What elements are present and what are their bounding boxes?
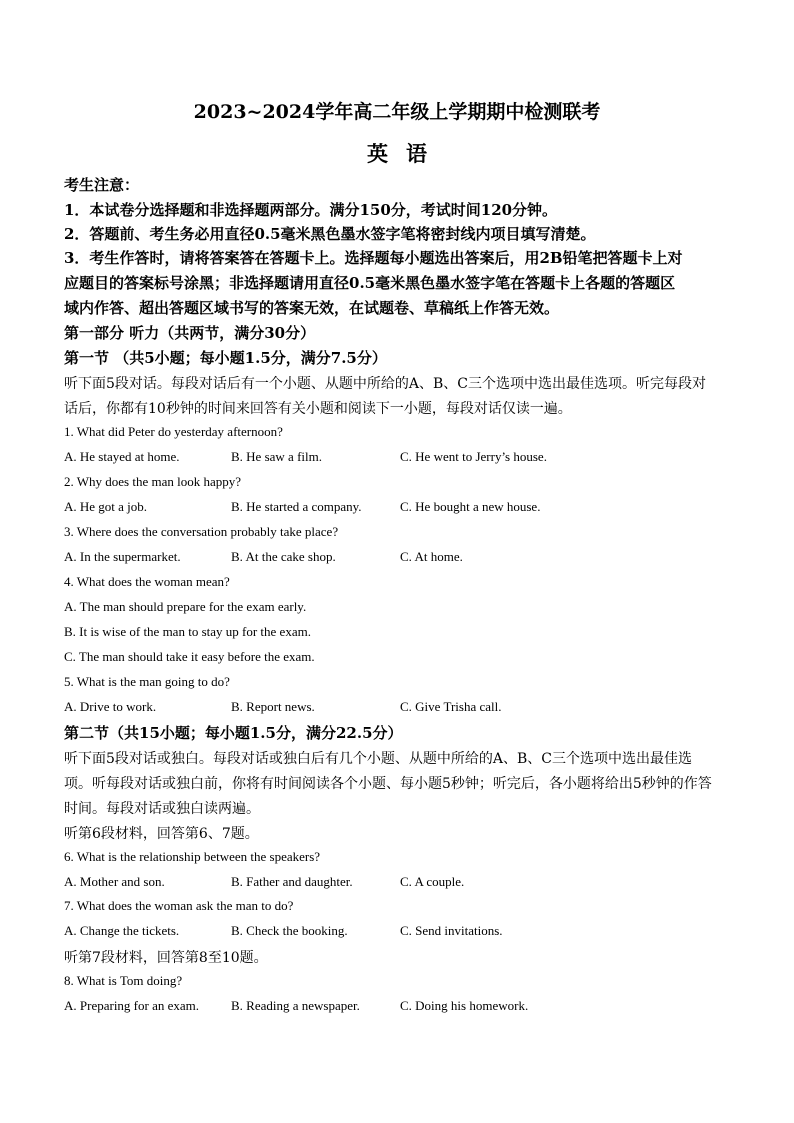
- material-heading: 听第6段材料，回答第6、7题。: [64, 826, 259, 842]
- option-a: A. Preparing for an exam.: [64, 998, 200, 1013]
- option-a: A. Change the tickets.: [64, 923, 180, 938]
- note-item: 2．答题前、考生务必用直径0.5毫米黑色墨水签字笔将密封线内项目填写清楚。: [64, 225, 596, 243]
- section2-instructions: 项。听每段对话或独白前，你将有时间阅读各个小题、每小题5秒钟；听完后，各小题将给出5秒钟的作答: [64, 776, 712, 792]
- option-c: C. Doing his homework.: [400, 998, 529, 1013]
- note-item: 域内作答、超出答题区域书写的答案无效，在试题卷、草稿纸上作答无效。: [64, 299, 560, 317]
- option-b: B. It is wise of the man to stay up for the exam.: [64, 624, 311, 639]
- option-c: C. Send invitations.: [400, 923, 503, 938]
- option-c: C. He bought a new house.: [400, 499, 541, 514]
- option-c: C. At home.: [400, 549, 463, 564]
- option-a: A. Mother and son.: [64, 874, 165, 889]
- option-b: B. Reading a newspaper.: [231, 998, 360, 1013]
- material-heading: 听第7段材料，回答第8至10题。: [64, 950, 268, 966]
- note-item: 1．本试卷分选择题和非选择题两部分。满分150分，考试时间120分钟。: [64, 201, 558, 219]
- section2-heading: 第二节（共15小题；每小题1.5分，满分22.5分）: [64, 724, 403, 742]
- exam-title: 2023~2024学年高二年级上学期期中检测联考: [193, 101, 601, 123]
- note-item: 3．考生作答时，请将答案答在答题卡上。选择题每小题选出答案后，用2B铅笔把答题卡上对: [64, 249, 683, 267]
- note-item: 应题目的答案标号涂黑；非选择题请用直径0.5毫米黑色墨水签字笔在答题卡上各题的答题区: [64, 274, 676, 292]
- option-b: B. He saw a film.: [231, 449, 322, 464]
- option-b: B. He started a company.: [231, 499, 362, 514]
- option-a: A. Drive to work.: [64, 699, 157, 714]
- question-text: 1. What did Peter do yesterday afternoon?: [64, 424, 283, 439]
- option-a: A. The man should prepare for the exam early.: [64, 599, 307, 614]
- question-text: 2. Why does the man look happy?: [64, 474, 242, 489]
- option-b: B. Report news.: [231, 699, 315, 714]
- question-text: 5. What is the man going to do?: [64, 674, 230, 689]
- question-text: 4. What does the woman mean?: [64, 574, 230, 589]
- option-b: B. Check the booking.: [231, 923, 348, 938]
- notes-heading: 考生注意：: [64, 176, 140, 194]
- option-b: B. Father and daughter.: [231, 874, 353, 889]
- question-text: 3. Where does the conversation probably take place?: [64, 524, 339, 539]
- option-a: A. In the supermarket.: [64, 549, 181, 564]
- section1-heading: 第一节 （共5小题；每小题1.5分，满分7.5分）: [64, 349, 387, 367]
- section2-instructions: 时间。每段对话或独白读两遍。: [64, 801, 260, 817]
- option-a: A. He stayed at home.: [64, 449, 180, 464]
- option-a: A. He got a job.: [64, 499, 148, 514]
- part1-heading: 第一部分 听力（共两节，满分30分）: [64, 324, 316, 342]
- question-text: 8. What is Tom doing?: [64, 973, 183, 988]
- subject-title: 英语: [367, 141, 445, 166]
- option-b: B. At the cake shop.: [231, 549, 336, 564]
- option-c: C. A couple.: [400, 874, 465, 889]
- section1-instructions: 话后，你都有10秒钟的时间来回答有关小题和阅读下一小题，每段对话仅读一遍。: [64, 401, 572, 417]
- section1-instructions: 听下面5段对话。每段对话后有一个小题、从题中所给的A、B、C三个选项中选出最佳选项。听完每段对: [64, 376, 707, 392]
- question-text: 6. What is the relationship between the speakers?: [64, 849, 321, 864]
- section2-instructions: 听下面5段对话或独白。每段对话或独白后有几个小题、从题中所给的A、B、C三个选项中选出最佳选: [64, 751, 693, 767]
- question-text: 7. What does the woman ask the man to do?: [64, 898, 294, 913]
- option-c: C. He went to Jerry’s house.: [400, 449, 547, 464]
- option-c: C. Give Trisha call.: [400, 699, 502, 714]
- option-c: C. The man should take it easy before the exam.: [64, 649, 315, 664]
